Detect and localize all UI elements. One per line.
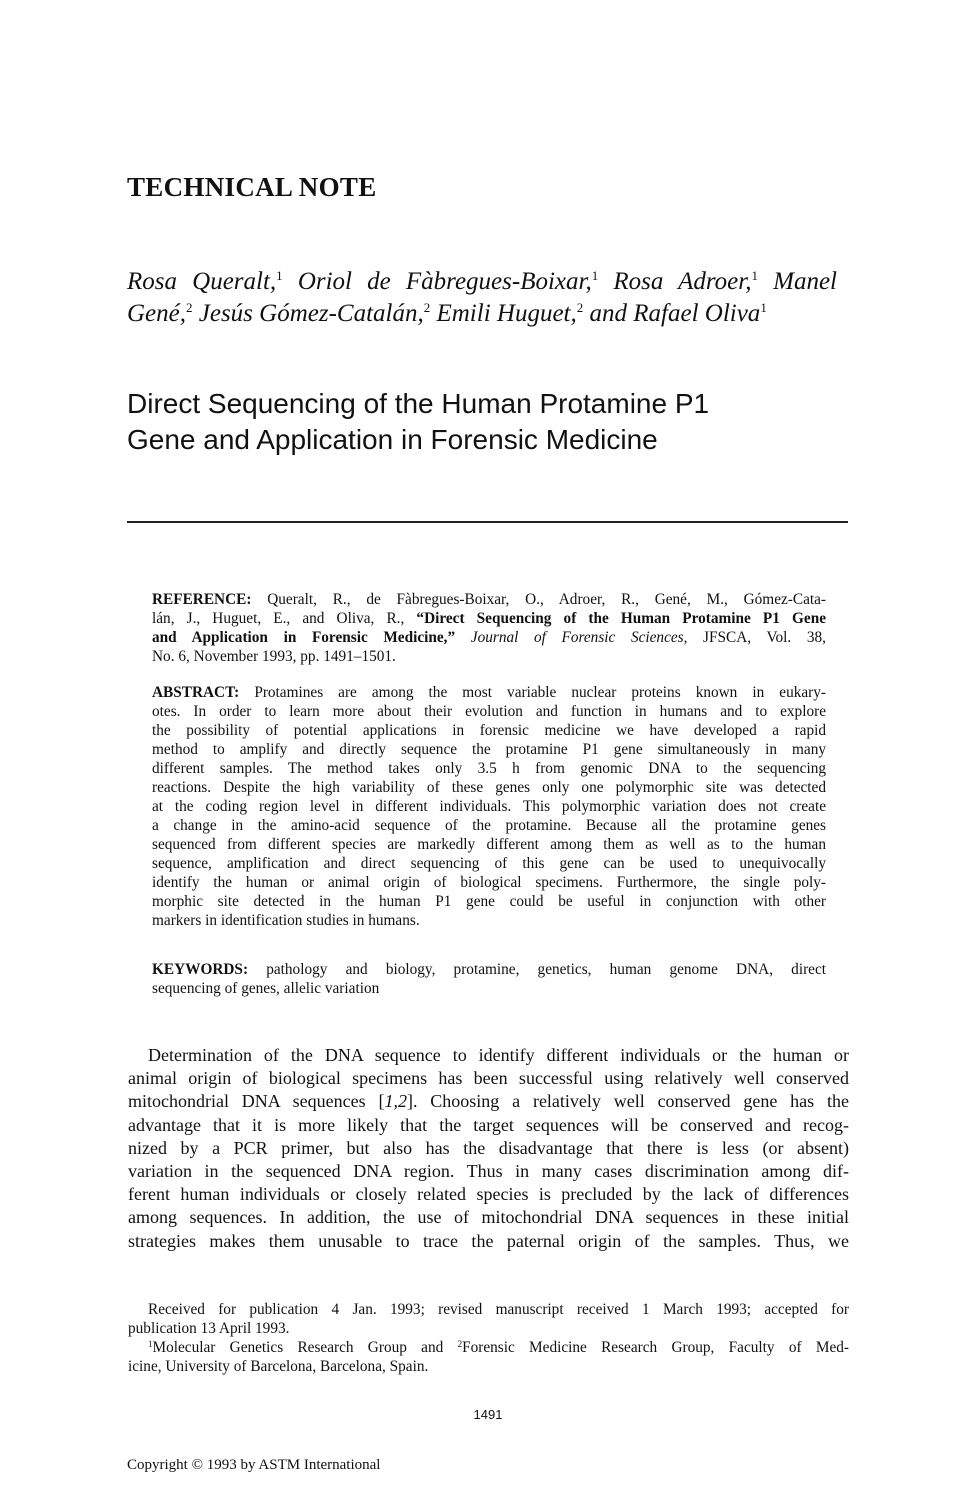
author: Oriol de Fàbregues-Boixar,$^1$ — [297, 268, 599, 295]
paper-title — [127, 386, 709, 458]
author: Gené,$^2$ — [127, 300, 193, 327]
text-line: mitochondrial DNA sequences [1,2]. Choosing a relatively well conserved gene has the — [128, 1091, 849, 1112]
body-text — [128, 1044, 849, 1253]
author-list — [127, 266, 837, 330]
text-line: otes. In order to learn more about their evolution and function in humans and to explore — [152, 703, 826, 720]
author-line — [127, 266, 837, 298]
text-line: No. 6, November 1993, pp. 1491–1501. — [152, 648, 396, 665]
text-line: ABSTRACT: Protamines are among the most variable nuclear proteins known in eukary- — [152, 684, 827, 701]
text-line: sequence, amplification and direct sequencing of this gene can be used to unequivocally — [152, 855, 826, 872]
text-line: lán, J., Huguet, E., and Oliva, R., “Direct Sequencing of the Human Protamine P1 Gene — [152, 610, 827, 627]
keywords-block — [152, 960, 826, 998]
text-line: REFERENCE: Queralt, R., de Fàbregues-Boixar, O., Adroer, R., Gené, M., Gómez-Cata- — [152, 591, 826, 608]
text-line: advantage that it is more likely that the target sequences will be conserved and recog- — [128, 1114, 849, 1135]
divider-rule — [127, 521, 848, 523]
text-line: variation in the sequenced DNA region. Thus in many cases discrimination among dif- — [128, 1161, 849, 1182]
text-line: markers in identification studies in humans. — [152, 912, 420, 929]
author: Emili Huguet,$^2$ — [436, 300, 584, 327]
reference-block — [152, 590, 826, 666]
abstract-block — [152, 683, 826, 930]
text-line: reactions. Despite the high variability of these genes only one polymorphic site was detected — [152, 779, 826, 796]
title-line: Gene and Application in Forensic Medicine — [127, 424, 658, 455]
text-line: morphic site detected in the human P1 gene could be useful in conjunction with other — [152, 893, 826, 910]
author: and Rafael Oliva$^1$ — [589, 300, 767, 327]
author: Jesús Gómez-Catalán,$^2$ — [198, 300, 431, 327]
text-line: nized by a PCR primer, but also has the disadvantage that there is less (or absent) — [128, 1137, 849, 1158]
text-line: method to amplify and directly sequence the protamine P1 gene simultaneously in many — [152, 741, 826, 758]
text-line: strategies makes them unusable to trace the paternal origin of the samples. Thus, we — [128, 1230, 849, 1251]
author: Manel — [773, 268, 837, 295]
text-line: Determination of the DNA sequence to identify different individuals or the human or — [148, 1045, 849, 1065]
text-line: animal origin of biological specimens has been successful using relatively well conserved — [128, 1068, 849, 1089]
text-line: publication 13 April 1993. — [128, 1320, 290, 1337]
text-line: icine, University of Barcelona, Barcelona, Spain. — [128, 1358, 429, 1375]
text-line: a change in the amino-acid sequence of the protamine. Because all the protamine genes — [152, 817, 826, 834]
copyright-notice: Copyright © 1993 by ASTM International — [127, 1457, 381, 1473]
title-line: Direct Sequencing of the Human Protamine P1 — [127, 388, 710, 419]
text-line: among sequences. In addition, the use of mitochondrial DNA sequences in these initial — [128, 1207, 849, 1228]
text-line: Received for publication 4 Jan. 1993; revised manuscript received 1 March 1993; accepted for — [148, 1301, 849, 1318]
text-line: and Application in Forensic Medicine,” Journal of Forensic Sciences, JFSCA, Vol. 38, — [152, 629, 826, 646]
text-line: the possibility of potential applications in forensic medicine we have developed a rapid — [152, 722, 826, 739]
author-line — [127, 298, 837, 330]
text-line: $^1$Molecular Genetics Research Group and $^2$Forensic Medicine Research Group, Faculty of Med- — [148, 1339, 849, 1356]
text-line: KEYWORDS: pathology and biology, protamine, genetics, human genome DNA, direct — [152, 961, 826, 978]
author: Rosa Queralt,$^1$ — [127, 268, 283, 295]
text-line: identify the human or animal origin of biological specimens. Furthermore, the single poly- — [152, 874, 826, 891]
section-heading: TECHNICAL NOTE — [127, 172, 377, 202]
text-line: sequencing of genes, allelic variation — [152, 980, 380, 997]
page-number: 1491 — [473, 1407, 503, 1422]
text-line: ferent human individuals or closely related species is precluded by the lack of differences — [128, 1184, 849, 1205]
author: Rosa Adroer,$^1$ — [613, 268, 758, 295]
footnotes — [128, 1300, 849, 1376]
text-line: sequenced from different species are markedly different among them as well as to the human — [152, 836, 826, 853]
citation-link[interactable]: 1,2 — [384, 1091, 407, 1112]
text-line: at the coding region level in different individuals. This polymorphic variation does not create — [152, 798, 826, 815]
text-line: different samples. The method takes only 3.5 h from genomic DNA to the sequencing — [152, 760, 826, 777]
